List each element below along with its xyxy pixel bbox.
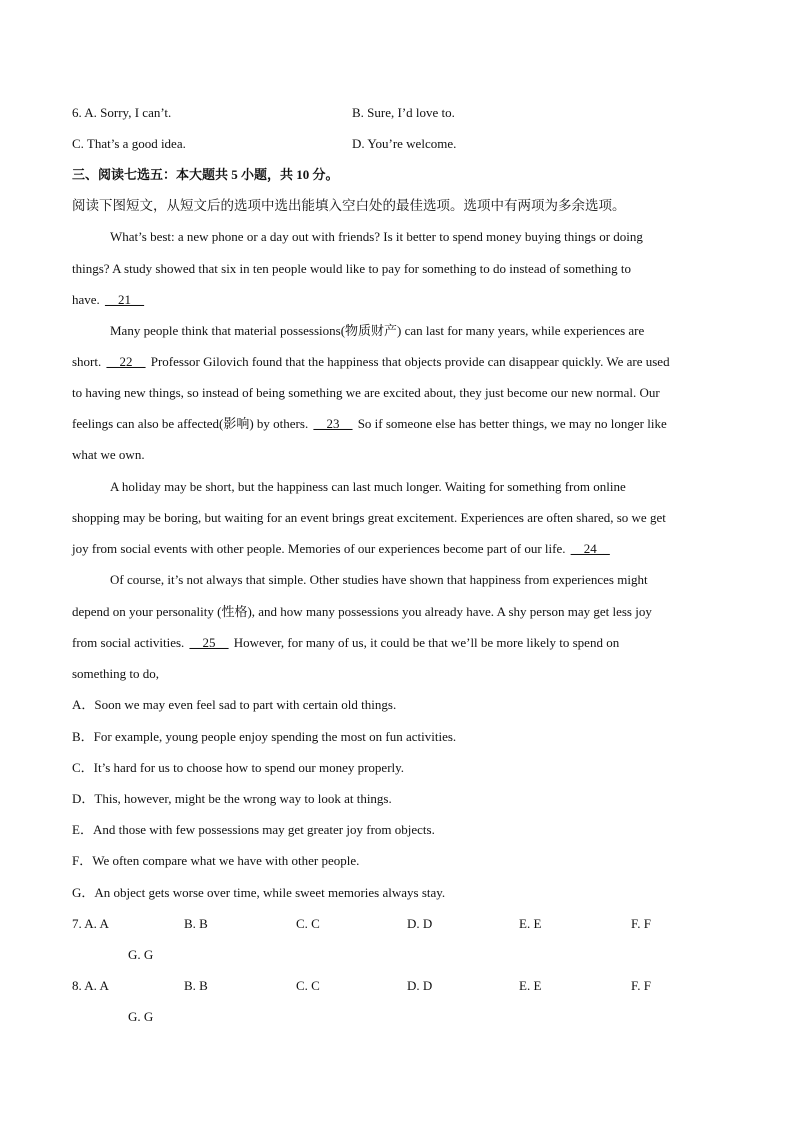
q7-choice-g[interactable]: G. G	[128, 947, 154, 962]
option-g: G．An object gets worse over time, while sweet memories always stay.	[72, 885, 446, 900]
q7-choice-d[interactable]: D. D	[407, 916, 433, 931]
passage-p4-line2: depend on your personality (性格), and how many possessions you already have. A shy person may get less joy	[72, 604, 652, 619]
passage-text: have.	[72, 292, 100, 307]
option-c: C．It’s hard for us to choose how to spend our money properly.	[72, 760, 405, 775]
passage-text: However, for many of us, it could be that we’ll be more likely to spend on	[233, 635, 620, 650]
passage-p4-line3	[72, 634, 619, 652]
passage-p1-line1: What’s best: a new phone or a day out with friends? Is it better to spend money buying things or doing	[110, 229, 643, 244]
blank-24: __24__	[570, 541, 610, 556]
q8-choice-e[interactable]: E. E	[519, 978, 542, 993]
passage-text: Professor Gilovich found that the happiness that objects provide can disappear quickly. We are used	[150, 354, 670, 369]
option-a: A．Soon we may even feel sad to part with certain old things.	[72, 697, 397, 712]
passage-p2-line2	[72, 353, 670, 371]
passage-text: joy from social events with other people. Memories of our experiences become part of our life.	[72, 541, 566, 556]
passage-p2-line3: to having new things, so instead of being something we are excited about, they just become our new normal. Our	[72, 385, 660, 400]
passage-p4-line1: Of course, it’s not always that simple. Other studies have shown that happiness from experiences might	[110, 572, 648, 587]
q8-choice-g[interactable]: G. G	[128, 1009, 154, 1024]
passage-text: So if someone else has better things, we may no longer like	[357, 416, 667, 431]
passage-p3-line2: shopping may be boring, but waiting for an event brings great excitement. Experiences are often shared, so we get	[72, 510, 666, 525]
q7-choice-f[interactable]: F. F	[631, 916, 651, 931]
blank-23: __23__	[313, 416, 353, 431]
passage-p2-line5: what we own.	[72, 447, 145, 462]
q8-choice-c[interactable]: C. C	[296, 978, 320, 993]
passage-p3-line3	[72, 540, 612, 558]
option-b: B．For example, young people enjoy spending the most on fun activities.	[72, 729, 457, 744]
q6-option-a: 6. A. Sorry, I can’t.	[72, 105, 172, 120]
q7-choice-e[interactable]: E. E	[519, 916, 542, 931]
passage-p1-line3	[72, 291, 146, 309]
q7-choice-b[interactable]: B. B	[184, 916, 208, 931]
passage-p2-line4	[72, 415, 667, 433]
option-f: F．We often compare what we have with other people.	[72, 853, 360, 868]
blank-22: __22__	[106, 354, 146, 369]
blank-25: __25__	[189, 635, 229, 650]
q7-choice-a[interactable]: 7. A. A	[72, 916, 109, 931]
passage-p3-line1: A holiday may be short, but the happiness can last much longer. Waiting for something from online	[110, 479, 626, 494]
blank-21: __21__	[105, 292, 145, 307]
passage-text: short.	[72, 354, 102, 369]
q6-option-d: D. You’re welcome.	[352, 136, 457, 151]
passage-p2-line1: Many people think that material possessions(物质财产) can last for many years, while experiences are	[110, 323, 645, 338]
q8-choice-f[interactable]: F. F	[631, 978, 651, 993]
passage-p1-line2: things? A study showed that six in ten people would like to pay for something to do instead of something to	[72, 261, 631, 276]
option-d: D．This, however, might be the wrong way to look at things.	[72, 791, 392, 806]
q8-choice-d[interactable]: D. D	[407, 978, 433, 993]
q8-choice-b[interactable]: B. B	[184, 978, 208, 993]
passage-text: from social activities.	[72, 635, 185, 650]
q8-choice-a[interactable]: 8. A. A	[72, 978, 109, 993]
q6-option-c: C. That’s a good idea.	[72, 136, 186, 151]
section-title: 三、阅读七选五：本大题共 5 小题，共 10 分。	[72, 167, 339, 182]
passage-p4-line4: something to do,	[72, 666, 160, 681]
q7-choice-c[interactable]: C. C	[296, 916, 320, 931]
passage-text: feelings can also be affected(影响) by others.	[72, 416, 309, 431]
section-instruction: 阅读下图短文，从短文后的选项中选出能填入空白处的最佳选项。选项中有两项为多余选项。	[72, 198, 626, 213]
q6-option-b: B. Sure, I’d love to.	[352, 105, 455, 120]
option-e: E．And those with few possessions may get greater joy from objects.	[72, 822, 435, 837]
